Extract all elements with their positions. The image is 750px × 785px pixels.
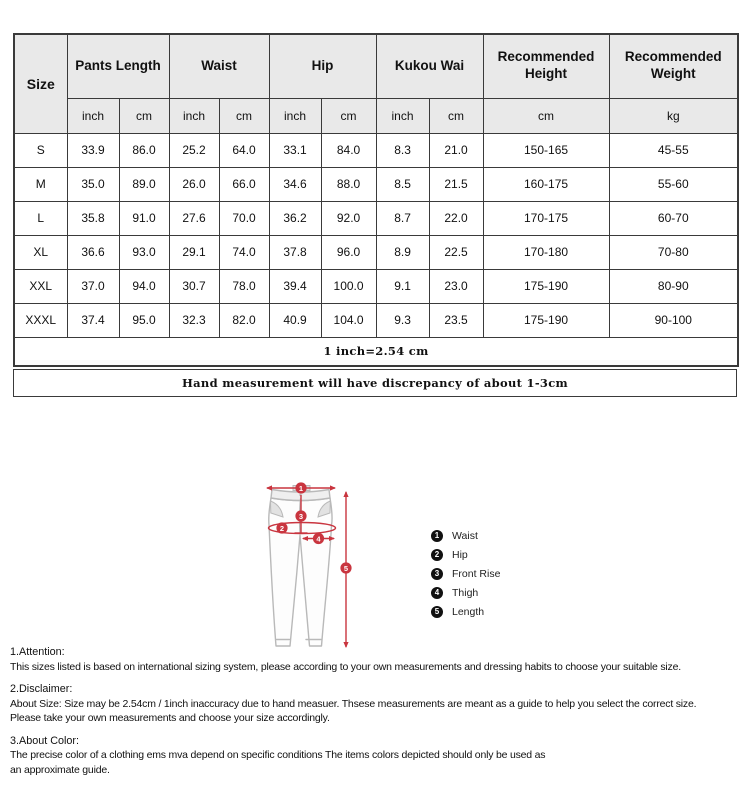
value-cell: 93.0 (119, 235, 169, 269)
value-cell: 21.5 (429, 167, 483, 201)
value-cell: 80-90 (609, 269, 738, 303)
value-cell: 160-175 (483, 167, 609, 201)
value-cell: 22.0 (429, 201, 483, 235)
thigh-arrow-right (329, 536, 335, 541)
value-cell: 66.0 (219, 167, 269, 201)
unit-pants-length-inch: inch (67, 98, 119, 133)
note-title: 3.About Color: (10, 734, 80, 747)
note-block (10, 645, 748, 674)
svg-text:5: 5 (343, 563, 349, 573)
column-header-recommended-weight: Recommended Weight (609, 34, 738, 98)
size-cell: XL (14, 235, 67, 269)
legend-number-badge: 2 (431, 549, 443, 561)
size-cell: L (14, 201, 67, 235)
value-cell: 37.4 (67, 303, 119, 337)
value-cell: 21.0 (429, 133, 483, 167)
pants-measurement-diagram (253, 476, 385, 662)
legend-label: Front Rise (452, 567, 501, 580)
value-cell: 22.5 (429, 235, 483, 269)
value-cell: 95.0 (119, 303, 169, 337)
value-cell: 26.0 (169, 167, 219, 201)
value-cell: 8.9 (376, 235, 429, 269)
unit-hip-cm: cm (321, 98, 376, 133)
unit-height-cm: cm (483, 98, 609, 133)
unit-kukou-wai-inch: inch (376, 98, 429, 133)
value-cell: 23.0 (429, 269, 483, 303)
value-cell: 37.8 (269, 235, 321, 269)
note-title: 2.Disclaimer: (10, 683, 73, 695)
value-cell: 70-80 (609, 235, 738, 269)
size-chart-table (13, 33, 739, 367)
value-cell: 104.0 (321, 303, 376, 337)
value-cell: 175-190 (483, 303, 609, 337)
value-cell: 92.0 (321, 201, 376, 235)
size-cell: S (14, 133, 67, 167)
value-cell: 84.0 (321, 133, 376, 167)
value-cell: 27.6 (169, 201, 219, 235)
value-cell: 37.0 (67, 269, 119, 303)
table-row (14, 235, 738, 269)
value-cell: 35.8 (67, 201, 119, 235)
waist-arrow-right (330, 485, 336, 490)
measurement-legend (431, 526, 500, 621)
note-block (10, 734, 748, 778)
value-cell: 30.7 (169, 269, 219, 303)
value-cell: 170-180 (483, 235, 609, 269)
unit-kukou-wai-cm: cm (429, 98, 483, 133)
legend-item (431, 564, 500, 583)
unit-hip-inch: inch (269, 98, 321, 133)
table-row (14, 201, 738, 235)
value-cell: 9.1 (376, 269, 429, 303)
value-cell: 175-190 (483, 269, 609, 303)
inch-conversion-note: 1 inch=2.54 cm (14, 337, 738, 366)
value-cell: 88.0 (321, 167, 376, 201)
value-cell: 36.6 (67, 235, 119, 269)
size-cell: M (14, 167, 67, 201)
value-cell: 74.0 (219, 235, 269, 269)
waist-arrow-left (266, 485, 272, 490)
size-table-body (14, 133, 738, 337)
note-line: This sizes listed is based on international sizing system, please according to your own measurements and dressing habits to choose your suitable size. (10, 660, 681, 673)
value-cell: 100.0 (321, 269, 376, 303)
value-cell: 86.0 (119, 133, 169, 167)
legend-number-badge: 1 (431, 530, 443, 542)
notes-section (10, 645, 748, 785)
value-cell: 33.1 (269, 133, 321, 167)
value-cell: 33.9 (67, 133, 119, 167)
svg-text:3: 3 (298, 511, 304, 521)
unit-pants-length-cm: cm (119, 98, 169, 133)
value-cell: 64.0 (219, 133, 269, 167)
callout-2-hip (276, 522, 287, 533)
value-cell: 55-60 (609, 167, 738, 201)
value-cell: 91.0 (119, 201, 169, 235)
table-row (14, 133, 738, 167)
legend-item (431, 526, 500, 545)
table-row (14, 303, 738, 337)
value-cell: 89.0 (119, 167, 169, 201)
value-cell: 40.9 (269, 303, 321, 337)
value-cell: 25.2 (169, 133, 219, 167)
value-cell: 8.3 (376, 133, 429, 167)
note-block (10, 682, 748, 726)
value-cell: 39.4 (269, 269, 321, 303)
column-header-size: Size (14, 34, 67, 133)
legend-item (431, 583, 500, 602)
value-cell: 150-165 (483, 133, 609, 167)
value-cell: 170-175 (483, 201, 609, 235)
value-cell: 23.5 (429, 303, 483, 337)
legend-label: Waist (452, 529, 478, 542)
value-cell: 45-55 (609, 133, 738, 167)
column-header-waist: Waist (169, 34, 269, 98)
legend-label: Thigh (452, 586, 479, 599)
hand-measurement-note: Hand measurement will have discrepancy of about 1-3cm (13, 369, 737, 397)
value-cell: 90-100 (609, 303, 738, 337)
note-title: 1.Attention: (10, 646, 65, 658)
size-cell: XXL (14, 269, 67, 303)
table-row (14, 167, 738, 201)
svg-text:1: 1 (298, 483, 304, 493)
value-cell: 36.2 (269, 201, 321, 235)
column-header-recommended-height: Recommended Height (483, 34, 609, 98)
legend-number-badge: 5 (431, 606, 443, 618)
callout-3-front-rise (295, 510, 306, 521)
legend-label: Hip (452, 548, 468, 561)
legend-number-badge: 3 (431, 568, 443, 580)
callout-5-length (340, 562, 351, 573)
value-cell: 34.6 (269, 167, 321, 201)
note-line: About Size: Size may be 2.54cm / 1inch inaccuracy due to hand measuer. Thsese measurements are meant as a guide to help you select the correct size. (10, 697, 697, 710)
value-cell: 8.5 (376, 167, 429, 201)
length-arrow-top (343, 491, 348, 497)
svg-text:4: 4 (316, 534, 321, 544)
value-cell: 70.0 (219, 201, 269, 235)
callout-1-waist (295, 482, 306, 493)
note-line: Please take your own measurements and choose your size accordingly. (10, 712, 330, 724)
size-cell: XXXL (14, 303, 67, 337)
svg-text:2: 2 (279, 523, 285, 533)
note-line: an approximate guide. (10, 763, 110, 776)
column-header-kukou-wai: Kukou Wai (376, 34, 483, 98)
value-cell: 94.0 (119, 269, 169, 303)
note-line: The precise color of a clothing ems mva depend on specific conditions The items colors depicted should only be used as (10, 749, 546, 761)
value-cell: 96.0 (321, 235, 376, 269)
value-cell: 82.0 (219, 303, 269, 337)
value-cell: 8.7 (376, 201, 429, 235)
legend-item (431, 545, 500, 564)
legend-label: Length (452, 605, 485, 618)
unit-waist-cm: cm (219, 98, 269, 133)
legend-item (431, 602, 500, 621)
legend-number-badge: 4 (431, 587, 443, 599)
callout-4-thigh (313, 533, 324, 544)
unit-waist-inch: inch (169, 98, 219, 133)
value-cell: 29.1 (169, 235, 219, 269)
table-row (14, 269, 738, 303)
value-cell: 35.0 (67, 167, 119, 201)
value-cell: 60-70 (609, 201, 738, 235)
value-cell: 78.0 (219, 269, 269, 303)
unit-weight-kg: kg (609, 98, 738, 133)
value-cell: 9.3 (376, 303, 429, 337)
value-cell: 32.3 (169, 303, 219, 337)
column-header-pants-length: Pants Length (67, 34, 169, 98)
column-header-hip: Hip (269, 34, 376, 98)
